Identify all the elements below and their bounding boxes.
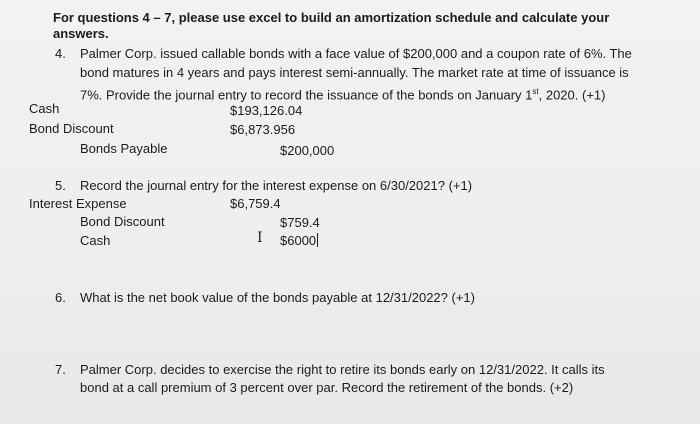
q5-entry-debit: $6,759.4 [230,196,281,211]
question-4-line-1: Palmer Corp. issued callable bonds with a face value of $200,000 and a coupon rate of 6%. The [80,46,632,61]
q4-entry-account: Bonds Payable [80,141,168,156]
q5-entry-credit: $759.4 [280,215,320,230]
q5-entry-account: Bond Discount [80,214,165,229]
text-cursor-icon: I [257,230,263,246]
question-5-number: 5. [55,178,66,193]
q4-entry-account: Bond Discount [29,121,114,136]
text-caret-icon [317,233,318,247]
instructions-line-2: answers. [53,26,109,41]
question-7-number: 7. [55,362,66,377]
q5-entry-account: Cash [80,233,111,248]
question-6-text: What is the net book value of the bonds payable at 12/31/2022? (+1) [80,290,475,305]
question-6-number: 6. [55,290,66,305]
q4-entry-credit: $200,000 [280,143,335,158]
q4-entry-debit: $193,126.04 [230,103,303,118]
q5-entry-account: Interest Expense [29,196,127,211]
question-7-line-1: Palmer Corp. decides to exercise the right to retire its bonds early on 12/31/2022. It calls its [80,362,605,377]
question-5-text: Record the journal entry for the interest expense on 6/30/2021? (+1) [80,178,473,193]
instructions-line-1: For questions 4 – 7, please use excel to build an amortization schedule and calculate your [53,10,610,25]
q5-entry-credit-editing[interactable]: $6000 [280,233,317,248]
question-7-line-2: bond at a call premium of 3 percent over par. Record the retirement of the bonds. (+2) [80,380,574,395]
question-4-line-3: 7%. Provide the journal entry to record the issuance of the bonds on January 1st, 2020. (+1) [80,87,606,103]
q4-entry-debit: $6,873.956 [230,122,296,137]
question-4-number: 4. [55,46,66,61]
question-4-line-2: bond matures in 4 years and pays interest semi-annually. The market rate at time of issuance is [80,65,629,80]
q4-entry-account: Cash [29,101,60,116]
